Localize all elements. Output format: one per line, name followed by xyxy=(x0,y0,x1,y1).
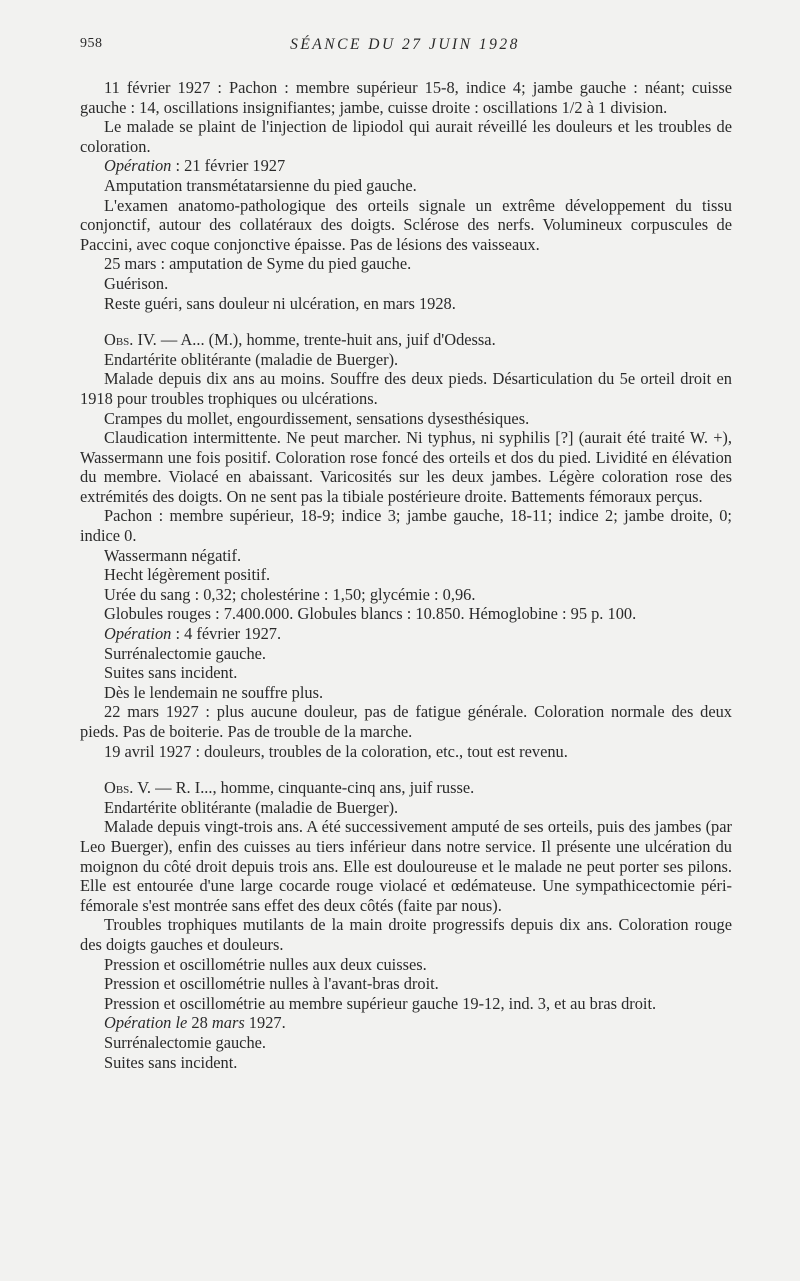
operation-label: Opération xyxy=(104,624,172,644)
paragraph: Troubles trophiques mutilants de la main droite progressifs depuis dix ans. Coloration rouge des doigts gauches et douleurs. xyxy=(80,915,732,954)
paragraph: Le malade se plaint de l'injection de lipiodol qui aurait réveillé les douleurs et les troubles de coloration. xyxy=(80,117,732,156)
operation-text: : 21 février 1927 xyxy=(171,156,286,176)
page-header xyxy=(80,36,730,58)
paragraph: Surrénalectomie gauche. xyxy=(104,1032,267,1052)
paragraph: Guérison. xyxy=(104,273,169,293)
operation-text: : 4 février 1927. xyxy=(171,624,282,644)
operation-month: mars xyxy=(211,1013,245,1033)
paragraph: Surrénalectomie gauche. xyxy=(104,643,267,663)
paragraph: Pachon : membre supérieur, 18-9; indice 3; jambe gauche, 18-11; indice 2; jambe droite, 0; indice 0. xyxy=(80,506,732,546)
observation-label: Obs. V. xyxy=(104,778,152,798)
paragraph: Claudication intermittente. Ne peut marcher. Ni typhus, ni syphilis [?] (aurait été traité W. +), Wassermann une fois positif. Coloration rose foncé des orteils et dos du pied. Lividité en élévation du membre. Violacé en abaissant. Varicosités sur les deux jambes. Légère coloration rose des extrémités des doigts. On ne sent pas la tibiale postérieure droite. Battements fémoraux perçus. xyxy=(80,428,732,506)
paragraph: Hecht légèrement positif. xyxy=(104,565,271,585)
paragraph: Malade depuis dix ans au moins. Souffre des deux pieds. Désarticulation du 5e orteil droit en 1918 pour troubles trophiques ou ulcérations. xyxy=(80,369,732,408)
operation-date xyxy=(80,1013,732,1033)
paragraph: 25 mars : amputation de Syme du pied gauche. xyxy=(104,254,412,274)
paragraph: Reste guéri, sans douleur ni ulcération, en mars 1928. xyxy=(104,293,456,313)
operation-day: 28 xyxy=(187,1013,212,1033)
paragraph: Wassermann négatif. xyxy=(104,545,242,565)
paragraph: Amputation transmétatarsienne du pied gauche. xyxy=(104,175,417,195)
operation-label: Opération le xyxy=(104,1013,188,1033)
operation-year: 1927. xyxy=(244,1013,286,1033)
observation-4 xyxy=(80,330,760,761)
paragraph: Globules rouges : 7.400.000. Globules blancs : 10.850. Hémoglobine : 95 p. 100. xyxy=(104,604,637,624)
observation-3-continued xyxy=(80,78,760,313)
diagnosis: Endartérite oblitérante (maladie de Buerger). xyxy=(104,797,399,817)
paragraph: Suites sans incident. xyxy=(104,1052,238,1072)
observation-intro: — R. I..., homme, cinquante-cinq ans, juif russe. xyxy=(151,778,475,798)
paragraph: 19 avril 1927 : douleurs, troubles de la coloration, etc., tout est revenu. xyxy=(104,741,568,761)
paragraph: Dès le lendemain ne souffre plus. xyxy=(104,682,324,702)
paragraph: Suites sans incident. xyxy=(104,663,238,683)
operation-date xyxy=(80,624,732,644)
diagnosis: Endartérite oblitérante (maladie de Buerger). xyxy=(104,349,399,369)
observation-intro: — A... (M.), homme, trente-huit ans, juif d'Odessa. xyxy=(156,330,496,350)
paragraph: Pression et oscillométrie nulles aux deux cuisses. xyxy=(104,954,427,974)
paragraph: Pression et oscillométrie au membre supérieur gauche 19-12, ind. 3, et au bras droit. xyxy=(104,993,657,1013)
paragraph: Crampes du mollet, engourdissement, sensations dysesthésiques. xyxy=(104,408,530,428)
paragraph: Malade depuis vingt-trois ans. A été successivement amputé de ses orteils, puis des jambes (par Leo Buerger), enfin des cuisses au tiers inférieur dans notre service. Il présente une ulcération du moignon du côté droit depuis trois ans. Elle est douloureuse et le malade ne peut porter ses pilons. Elle est entourée d'une large cocarde rouge violacé et œdémateuse. Une sympathicectomie péri-fémorale s'est montrée sans effet des deux côtés (faite par nous). xyxy=(80,817,732,915)
observation-heading xyxy=(80,778,732,798)
paragraph: 22 mars 1927 : plus aucune douleur, pas de fatigue générale. Coloration normale des deux pieds. Pas de boiterie. Pas de trouble de la marche. xyxy=(80,702,732,741)
operation-label: Opération xyxy=(104,156,172,176)
observation-5 xyxy=(80,778,760,1072)
operation-date xyxy=(80,156,732,176)
page-number: 958 xyxy=(80,36,103,51)
observation-label: Obs. IV. xyxy=(104,330,157,350)
paragraph: L'examen anatomo-pathologique des orteils signale un extrême développement du tissu conjonctif, autour des collatéraux des doigts. Sclérose des nerfs. Volumineux corpuscules de Paccini, avec coque conjonctive épaisse. Pas de lésions des vaisseaux. xyxy=(80,195,732,254)
running-head: SÉANCE DU 27 JUIN 1928 xyxy=(290,36,520,53)
paragraph: Pression et oscillométrie nulles à l'avant-bras droit. xyxy=(104,974,439,994)
paragraph: Urée du sang : 0,32; cholestérine : 1,50; glycémie : 0,96. xyxy=(104,584,476,604)
observation-heading xyxy=(80,330,732,350)
paragraph: 11 février 1927 : Pachon : membre supérieur 15-8, indice 4; jambe gauche : néant; cuisse gauche : 14, oscillations insignifiantes; jambe, cuisse droite : oscillations 1/2 à 1 division. xyxy=(80,78,732,117)
